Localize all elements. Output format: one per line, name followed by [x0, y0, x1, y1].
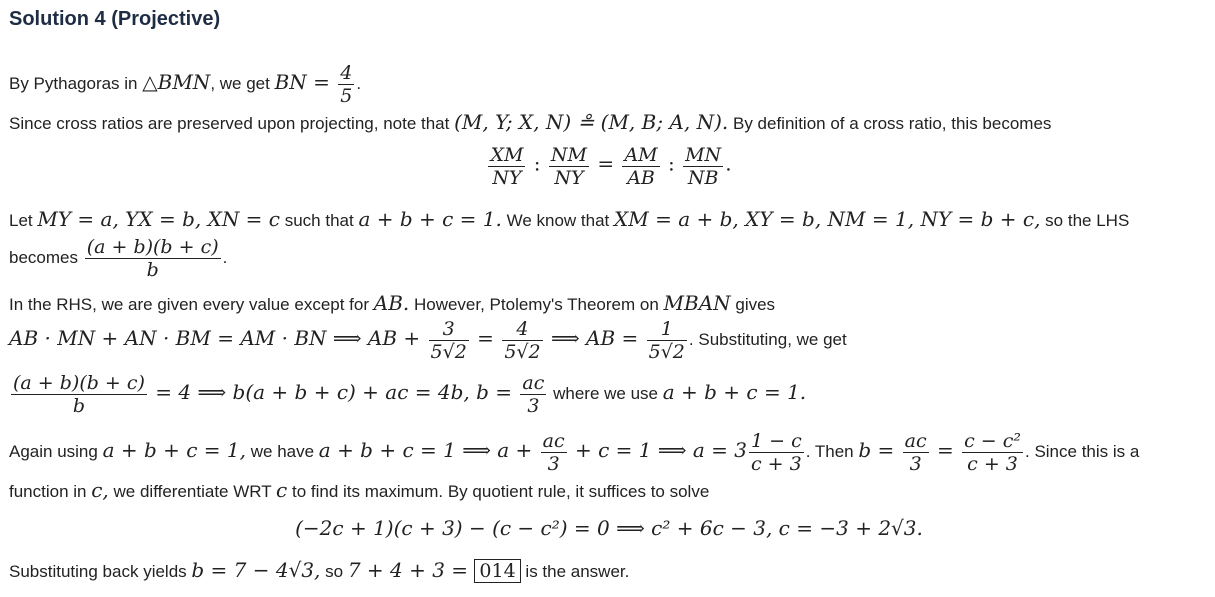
- fraction-denominator: NY: [554, 167, 584, 189]
- text: Since cross ratios are preserved upon projecting, note that: [9, 114, 455, 133]
- fraction-denominator: c + 3: [967, 453, 1018, 475]
- math-sum: a + b + c = 1,: [102, 437, 247, 462]
- fraction-denominator: NB: [687, 167, 719, 189]
- text: However, Ptolemy's Theorem on: [409, 295, 664, 314]
- math-operator: :: [527, 151, 547, 176]
- math-ab: AB.: [373, 291, 410, 315]
- math-equation: = 4 ⟹ b(a + b + c) + ac = 4b, b =: [148, 379, 519, 404]
- fraction-denominator: NY: [492, 167, 522, 189]
- fraction-denominator: AB: [627, 167, 655, 189]
- lhs-line: [9, 236, 227, 281]
- cross-ratio-equation: [9, 144, 1209, 189]
- math-lengths: XM = a + b, XY = b, NM = 1, NY = b + c,: [614, 207, 1041, 231]
- fraction-denominator: b: [72, 395, 86, 417]
- fraction-numerator: 3: [429, 318, 469, 341]
- text: We know that: [501, 211, 615, 230]
- fraction-numerator: c − c²: [964, 430, 1021, 452]
- text: Again using: [9, 441, 103, 461]
- fraction-numerator: XM: [490, 144, 524, 166]
- text: Let: [9, 211, 38, 230]
- text: to find its maximum. By quotient rule, it suffices to solve: [287, 482, 710, 501]
- text: such that: [280, 211, 359, 230]
- fraction-numerator: MN: [685, 144, 722, 166]
- text: is the answer.: [520, 562, 630, 581]
- fraction-denominator: 3: [909, 453, 922, 475]
- math-sum: a + b + c = 1.: [358, 207, 502, 231]
- text: , we get: [210, 73, 275, 93]
- fraction-denominator: 5√2: [430, 341, 467, 363]
- text: function in: [9, 482, 92, 501]
- fraction: [541, 430, 567, 475]
- fraction: [749, 430, 804, 475]
- math-implication: + c = 1 ⟹ a = 3: [568, 437, 747, 462]
- derivative-equation: (−2c + 1)(c + 3) − (c − c²) = 0 ⟹ c² + 6c − 3, c = −3 + 2√3.: [295, 516, 923, 540]
- ptolemy-line: [9, 318, 847, 363]
- math-sum: 7 + 4 + 3 =: [347, 558, 475, 582]
- math-mban: MBAN: [663, 291, 731, 315]
- fraction-bn: [338, 62, 354, 107]
- math-b-value: b = 7 − 4√3,: [191, 558, 321, 582]
- answer-box: 014: [474, 559, 520, 583]
- fraction: [903, 430, 929, 475]
- math-implication: a + b + c = 1 ⟹ a +: [318, 437, 539, 462]
- fraction-numerator: 4: [340, 62, 353, 84]
- math-operator: =: [590, 151, 621, 176]
- solution-document: [9, 0, 1209, 597]
- fraction: [502, 318, 542, 363]
- text: we have: [246, 441, 319, 461]
- quotient-rule-line: [9, 479, 709, 503]
- text: By definition of a cross ratio, this becomes: [728, 114, 1052, 133]
- math-operator: =: [470, 325, 501, 350]
- fraction-numerator: 4: [502, 318, 542, 341]
- variables-line: [9, 208, 1129, 232]
- math-triangle: △BMN: [142, 69, 211, 94]
- text: becomes: [9, 247, 83, 267]
- fraction-numerator: NM: [550, 144, 587, 166]
- text: . Substituting, we get: [688, 329, 847, 349]
- text: gives: [730, 295, 776, 314]
- fraction-numerator: ac: [542, 430, 565, 452]
- math-sum: a + b + c = 1.: [662, 379, 807, 404]
- fraction-denominator: c + 3: [751, 453, 802, 475]
- math-operator: :: [661, 151, 682, 176]
- fraction-denominator: 5√2: [648, 341, 685, 363]
- fraction-numerator: ac: [904, 430, 927, 452]
- fraction: [520, 372, 546, 417]
- cross-ratio-line: [9, 111, 1051, 135]
- fraction: [11, 372, 147, 417]
- math-implies: ⟹ AB =: [544, 325, 645, 350]
- math-operator: .: [725, 151, 732, 176]
- fraction: [429, 318, 469, 363]
- math-c: c,: [91, 478, 109, 502]
- fraction-numerator: (a + b)(b + c): [13, 372, 145, 394]
- text: we differentiate WRT: [108, 482, 277, 501]
- text: . Then: [805, 441, 859, 461]
- solution-heading: Solution 4 (Projective): [9, 8, 221, 30]
- text: .: [356, 73, 362, 93]
- substitution-line: [9, 372, 806, 417]
- again-line: [9, 430, 1139, 475]
- math-c: c: [276, 478, 288, 502]
- fraction: [683, 144, 723, 189]
- math-variables: MY = a, YX = b, XN = c: [37, 207, 280, 231]
- fraction: [622, 144, 659, 189]
- fraction-denominator: 3: [527, 395, 540, 417]
- math-bn: BN =: [274, 69, 337, 94]
- text: By Pythagoras in: [9, 73, 143, 93]
- fraction: [549, 144, 589, 189]
- text: where we use: [548, 383, 663, 403]
- answer-line: [9, 559, 629, 583]
- math-cross-ratio: (M, Y; X, N) ≗ (M, B; A, N).: [454, 110, 729, 134]
- fraction: [647, 318, 687, 363]
- fraction-lhs: [85, 236, 221, 281]
- math-ptolemy: AB · MN + AN · BM = AM · BN ⟹ AB +: [9, 325, 427, 350]
- text: so the LHS: [1040, 211, 1130, 230]
- text: In the RHS, we are given every value except for: [9, 295, 374, 314]
- text: .: [222, 247, 228, 267]
- text: so: [320, 562, 348, 581]
- rhs-line: [9, 292, 775, 316]
- fraction-numerator: 1 − c: [751, 430, 802, 452]
- fraction: [488, 144, 525, 189]
- fraction-denominator: 3: [547, 453, 560, 475]
- math-operator: =: [930, 437, 961, 462]
- fraction-denominator: 5√2: [504, 341, 541, 363]
- text: Substituting back yields: [9, 562, 192, 581]
- fraction-numerator: 1: [647, 318, 687, 341]
- text: . Since this is a: [1025, 441, 1140, 461]
- pythagoras-line: [9, 62, 361, 107]
- fraction-numerator: ac: [522, 372, 545, 394]
- fraction-numerator: AM: [624, 144, 658, 166]
- math-b: b =: [858, 437, 901, 462]
- fraction: [962, 430, 1023, 475]
- fraction-numerator: (a + b)(b + c): [86, 236, 219, 258]
- fraction-denominator: b: [146, 259, 159, 281]
- fraction-denominator: 5: [340, 85, 353, 107]
